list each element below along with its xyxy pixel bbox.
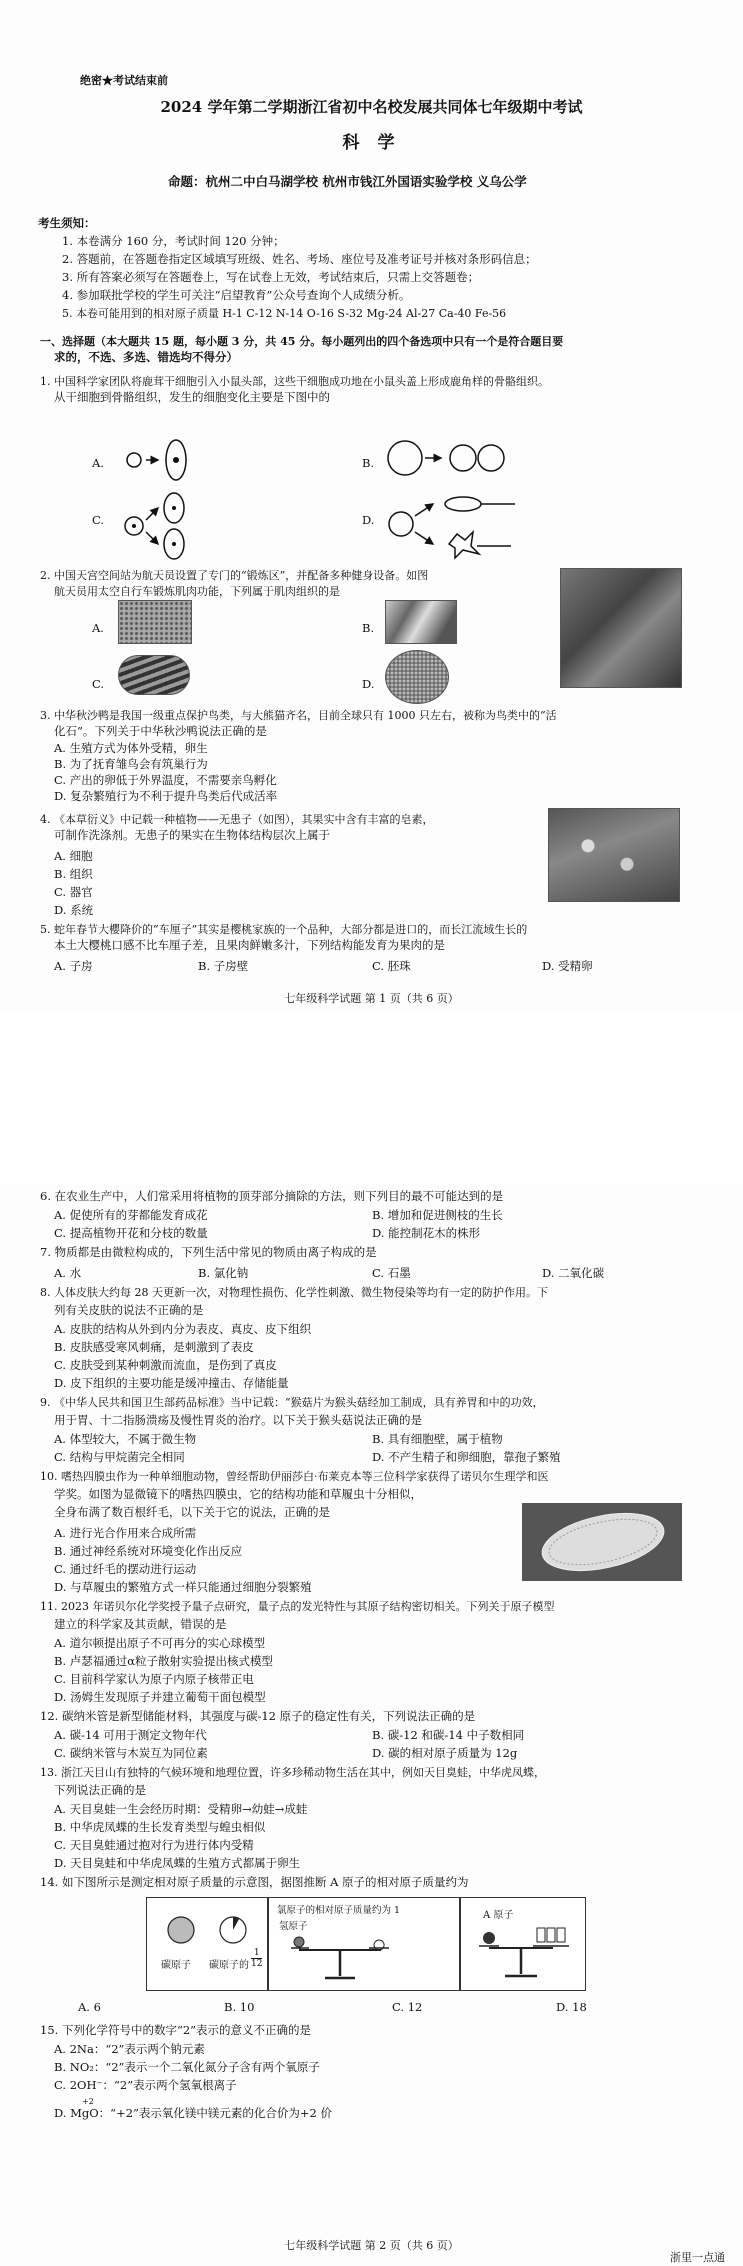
q7-option-c: C. 石墨 — [372, 1266, 411, 1280]
tetrahymena-icon — [523, 1504, 681, 1580]
q13-option-d: D. 天目臭蛙和中华虎凤蝶的生殖方式都属于卵生 — [54, 1856, 301, 1870]
notice-item: 2. 答题前，在答题卷指定区域填写班级、姓名、考场、座位号及准考证号并核对条形码信息； — [62, 252, 537, 266]
exam-title: 2024 学年第二学期浙江省初中名校发展共同体七年级期中考试 — [160, 98, 583, 116]
fraction-numerator: 1 — [253, 1948, 260, 1958]
question-10: 10. 嗜热四膜虫作为一种单细胞动物，曾经帮助伊丽莎白·布莱克本等三位科学家获得了诺贝尔生理学和医 — [40, 1470, 549, 1483]
carbon-atom-label: 碳原子 — [161, 1960, 191, 1971]
question-1: 1. 中国科学家团队将鹿茸干细胞引入小鼠头部，这些干细胞成功地在小鼠头盖上形成鹿角样的骨骼组织。 — [40, 375, 549, 388]
question-3: 3. 中华秋沙鸭是我国一级重点保护鸟类，与大熊猫齐名，目前全球只有 1000 只左右，被称为鸟类中的“活 — [40, 709, 557, 722]
q4-option-d: D. 系统 — [54, 903, 94, 917]
question-2: 2. 中国天宫空间站为航天员设置了专门的“锻炼区”，并配备多种健身设备。如图 — [40, 569, 429, 582]
balance-scale-icon — [269, 1928, 459, 1988]
q11-option-d: D. 汤姆生发现原子并建立葡萄干面包模型 — [54, 1690, 266, 1704]
q10-option-d: D. 与草履虫的繁殖方式一样只能通过细胞分裂繁殖 — [54, 1580, 312, 1594]
exam-makers: 命题：杭州二中白马湖学校 杭州市钱江外国语实验学校 义乌公学 — [168, 174, 527, 189]
q1-option-c: C. — [92, 513, 105, 527]
cell-differentiation-diagram-d — [385, 488, 525, 560]
carbon-atoms-icon — [147, 1898, 267, 1958]
question-10-line3: 全身布满了数百根纤毛，以下关于它的说法，正确的是 — [54, 1505, 330, 1519]
cell-division-diagram-c — [118, 490, 198, 560]
exam-page-2 — [0, 1185, 743, 2266]
q12-option-a: A. 碳-14 可用于测定文物年代 — [54, 1728, 207, 1742]
q1-option-b: B. — [362, 456, 375, 470]
section-heading: 求的，不选、多选、错选均不得分） — [54, 350, 238, 364]
q10-option-c: C. 通过纤毛的摆动进行运动 — [54, 1562, 197, 1576]
q4-option-a: A. 细胞 — [54, 849, 93, 863]
q6-option-c: C. 提高植物开花和分枝的数量 — [54, 1226, 208, 1240]
q2-option-a: A. — [92, 621, 104, 635]
page-gap — [0, 1010, 743, 1185]
question-4: 4. 《本草衍义》中记载一种植物——无患子（如图），其果实中含有丰富的皂素， — [40, 813, 434, 826]
notice-item: 5. 本卷可能用到的相对原子质量 H-1 C-12 N-14 O-16 S-32 Mg-24 Al-27 Ca-40 Fe-56 — [62, 307, 507, 320]
fraction — [251, 1948, 262, 1969]
cell-division-diagram-a — [118, 428, 198, 488]
tissue-image-d — [385, 650, 449, 704]
question-12: 12. 碳纳米管是新型储能材料，其强度与碳-12 原子的稳定性有关，下列说法正确的是 — [40, 1709, 476, 1723]
notice-item: 4. 参加联批学校的学生可关注“启望教育”公众号查询个人成绩分析。 — [62, 288, 411, 302]
q15-option-a: A. 2Na：“2”表示两个钠元素 — [54, 2042, 205, 2056]
carbon-atom-figure — [146, 1897, 268, 1991]
q14-option-c: C. 12 — [392, 2000, 423, 2014]
q12-option-c: C. 碳纳米管与木炭互为同位素 — [54, 1746, 208, 1760]
q5-option-d: D. 受精卵 — [542, 959, 593, 973]
q3-option-a: A. 生殖方式为体外受精，卵生 — [54, 741, 208, 755]
question-5: 5. 蛇年春节大櫻降价的“车厘子”其实是樱桃家族的一个品种，大部分都是进口的，而长江流域生长的 — [40, 923, 528, 936]
q13-option-c: C. 天目臭蛙通过抱对行为进行体内受精 — [54, 1838, 254, 1852]
question-13-line2: 下列说法正确的是 — [54, 1783, 146, 1797]
question-13: 13. 浙江天目山有独特的气候环境和地理位置，许多珍稀动物生活在其中，例如天目臭蛙，中华虎凤蝶， — [40, 1766, 545, 1779]
notice-heading: 考生须知： — [38, 216, 96, 230]
a-atom-label: A 原子 — [483, 1910, 514, 1921]
q7-option-a: A. 水 — [54, 1266, 82, 1280]
watermark: 浙里一点通 — [670, 2251, 725, 2264]
page-footer: 七年级科学试题 第 2 页（共 6 页） — [284, 2239, 459, 2252]
q7-option-d: D. 二氧化碳 — [542, 1266, 605, 1280]
subject-title: 科 学 — [342, 133, 401, 153]
notice-item: 3. 所有答案必须写在答题卷上，写在试卷上无效，考试结束后，只需上交答题卷； — [62, 270, 480, 284]
q8-option-b: B. 皮肤感受寒风刺痛，是刺激到了表皮 — [54, 1340, 254, 1354]
a-atom-balance-figure — [460, 1897, 586, 1991]
q14-option-d: D. 18 — [556, 2000, 587, 2014]
question-8-line2: 列有关皮肤的说法不正确的是 — [54, 1303, 204, 1317]
q13-option-b: B. 中华虎凤蝶的生长发育类型与蝗虫相似 — [54, 1820, 266, 1834]
q2-option-d: D. — [362, 677, 375, 691]
q3-option-b: B. 为了抚育雏鸟会有筑巢行为 — [54, 757, 208, 771]
question-14: 14. 如下图所示是测定相对原子质量的示意图，据图推断 A 原子的相对原子质量约为 — [40, 1875, 469, 1889]
fraction-denominator: 12 — [251, 1959, 263, 1969]
question-10-line2: 学奖。如图为显微镜下的嗜热四膜虫，它的结构功能和草履虫十分相似， — [54, 1487, 422, 1501]
q5-option-a: A. 子房 — [54, 959, 93, 973]
question-15: 15. 下列化学符号中的数字“2”表示的意义不正确的是 — [40, 2023, 312, 2037]
q15-option-b: B. NO₂：“2”表示一个二氧化氮分子含有两个氧原子 — [54, 2060, 320, 2074]
q8-option-c: C. 皮肤受到某种刺激而流血，是伤到了真皮 — [54, 1358, 277, 1372]
hydrogen-label: 氢原子 — [279, 1921, 308, 1932]
q5-option-b: B. 子房壁 — [198, 959, 249, 973]
q11-option-c: C. 目前科学家认为原子内原子核带正电 — [54, 1672, 254, 1686]
question-9: 9. 《中华人民共和国卫生部药品标准》当中记载：“猴菇片为猴头菇经加工制成，具有养胃和中的功效， — [40, 1396, 544, 1409]
page-footer: 七年级科学试题 第 1 页（共 6 页） — [284, 992, 459, 1005]
exam-page-1 — [0, 0, 743, 1010]
balance-scale-icon — [461, 1922, 585, 1988]
q15-option-c: C. 2OH⁻：“2”表示两个氢氧根离子 — [54, 2078, 237, 2092]
question-6: 6. 在农业生产中，人们常采用将植物的顶芽部分摘除的方法，则下列目的最不可能达到的是 — [40, 1189, 504, 1203]
q4-option-b: B. 组织 — [54, 867, 93, 881]
soapberry-photo — [548, 808, 680, 902]
section-heading: 一、选择题（本大题共 15 题，每小题 3 分，共 45 分。每小题列出的四个备选项中只有一个是符合题目要 — [40, 335, 564, 348]
q12-option-d: D. 碳的相对原子质量为 12g — [372, 1746, 518, 1760]
q11-option-b: B. 卢瑟福通过α粒子散射实验提出核式模型 — [54, 1654, 274, 1668]
notice-item: 1. 本卷满分 160 分，考试时间 120 分钟； — [62, 234, 285, 248]
q7-option-b: B. 氯化钠 — [198, 1266, 249, 1280]
q8-option-a: A. 皮肤的结构从外到内分为表皮、真皮、皮下组织 — [54, 1322, 312, 1336]
astronaut-exercise-photo — [560, 568, 682, 688]
tissue-image-c — [118, 655, 190, 695]
q4-option-c: C. 器官 — [54, 885, 93, 899]
carbon-fraction-label: 碳原子的 — [209, 1960, 249, 1971]
q6-option-b: B. 增加和促进侧枝的生长 — [372, 1208, 503, 1222]
question-9-line2: 用于胃、十二指肠溃疡及慢性胃炎的治疗。以下关于猴头菇说法正确的是 — [54, 1413, 422, 1427]
question-4-line2: 可制作洗涤剂。无患子的果实在生物体结构层次上属于 — [54, 828, 330, 842]
tissue-image-a — [118, 600, 192, 644]
question-2-line2: 航天员用太空自行车锻炼肌肉功能，下列属于肌肉组织的是 — [54, 585, 340, 598]
q12-option-b: B. 碳-12 和碳-14 中子数相同 — [372, 1728, 525, 1742]
q9-option-b: B. 具有细胞壁，属于植物 — [372, 1432, 503, 1446]
q10-option-a: A. 进行光合作用来合成所需 — [54, 1526, 197, 1540]
q6-option-d: D. 能控制花木的株形 — [372, 1226, 481, 1240]
tissue-image-b — [385, 600, 457, 644]
question-5-line2: 本土大樱桃口感不比车厘子差，且果肉鲜嫩多汁，下列结构能发育为果肉的是 — [54, 938, 445, 952]
cell-division-diagram-b — [385, 428, 515, 488]
valence-mark: +2 — [82, 2097, 94, 2106]
question-3-line2: 化石”。下列关于中华秋沙鸭说法正确的是 — [54, 724, 267, 738]
q5-option-c: C. 胚珠 — [372, 959, 411, 973]
q2-option-b: B. — [362, 621, 375, 635]
q14-option-b: B. 10 — [224, 2000, 255, 2014]
tetrahymena-photo — [522, 1503, 682, 1581]
q14-option-a: A. 6 — [78, 2000, 101, 2014]
q6-option-a: A. 促使所有的芽都能发育成花 — [54, 1208, 208, 1222]
question-7: 7. 物质都是由微粒构成的，下列生活中常见的物质由离子构成的是 — [40, 1245, 377, 1259]
q2-option-c: C. — [92, 677, 105, 691]
q1-option-a: A. — [92, 456, 104, 470]
q1-option-d: D. — [362, 513, 375, 527]
balance-caption: 氯原子的相对原子质量约为 1 — [277, 1905, 401, 1916]
q3-option-d: D. 复杂繁殖行为不利于提升鸟类后代成活率 — [54, 789, 278, 803]
q9-option-d: D. 不产生精子和卵细胞，靠孢子繁殖 — [372, 1450, 561, 1464]
q9-option-a: A. 体型较大，不属于微生物 — [54, 1432, 197, 1446]
question-11: 11. 2023 年诺贝尔化学奖授予量子点研究，量子点的发光特性与其原子结构密切相关。下列关于原子模型 — [40, 1600, 555, 1613]
q11-option-a: A. 道尔顿提出原子不可再分的实心球模型 — [54, 1636, 266, 1650]
hydrogen-balance-figure — [268, 1897, 460, 1991]
q9-option-c: C. 结构与甲烷菌完全相同 — [54, 1450, 185, 1464]
q15-option-d: D. MgO：“+2”表示氧化镁中镁元素的化合价为+2 价 — [54, 2106, 333, 2120]
q8-option-d: D. 皮下组织的主要功能是缓冲撞击、存储能量 — [54, 1376, 289, 1390]
q3-option-c: C. 产出的卵低于外界温度，不需要亲鸟孵化 — [54, 773, 277, 787]
q13-option-a: A. 天目臭蛙一生会经历时期：受精卵→幼蛙→成蛙 — [54, 1802, 308, 1816]
question-8: 8. 人体皮肤大约每 28 天更新一次，对物理性损伤、化学性刺激、微生物侵染等均有一定的防护作用。下 — [40, 1286, 548, 1299]
q10-option-b: B. 通过神经系统对环境变化作出反应 — [54, 1544, 243, 1558]
question-11-line2: 建立的科学家及其贡献，错误的是 — [54, 1617, 227, 1631]
question-1-line2: 从干细胞到骨骼组织，发生的细胞变化主要是下图中的 — [54, 390, 330, 404]
secret-label: 绝密★考试结束前 — [80, 74, 168, 87]
